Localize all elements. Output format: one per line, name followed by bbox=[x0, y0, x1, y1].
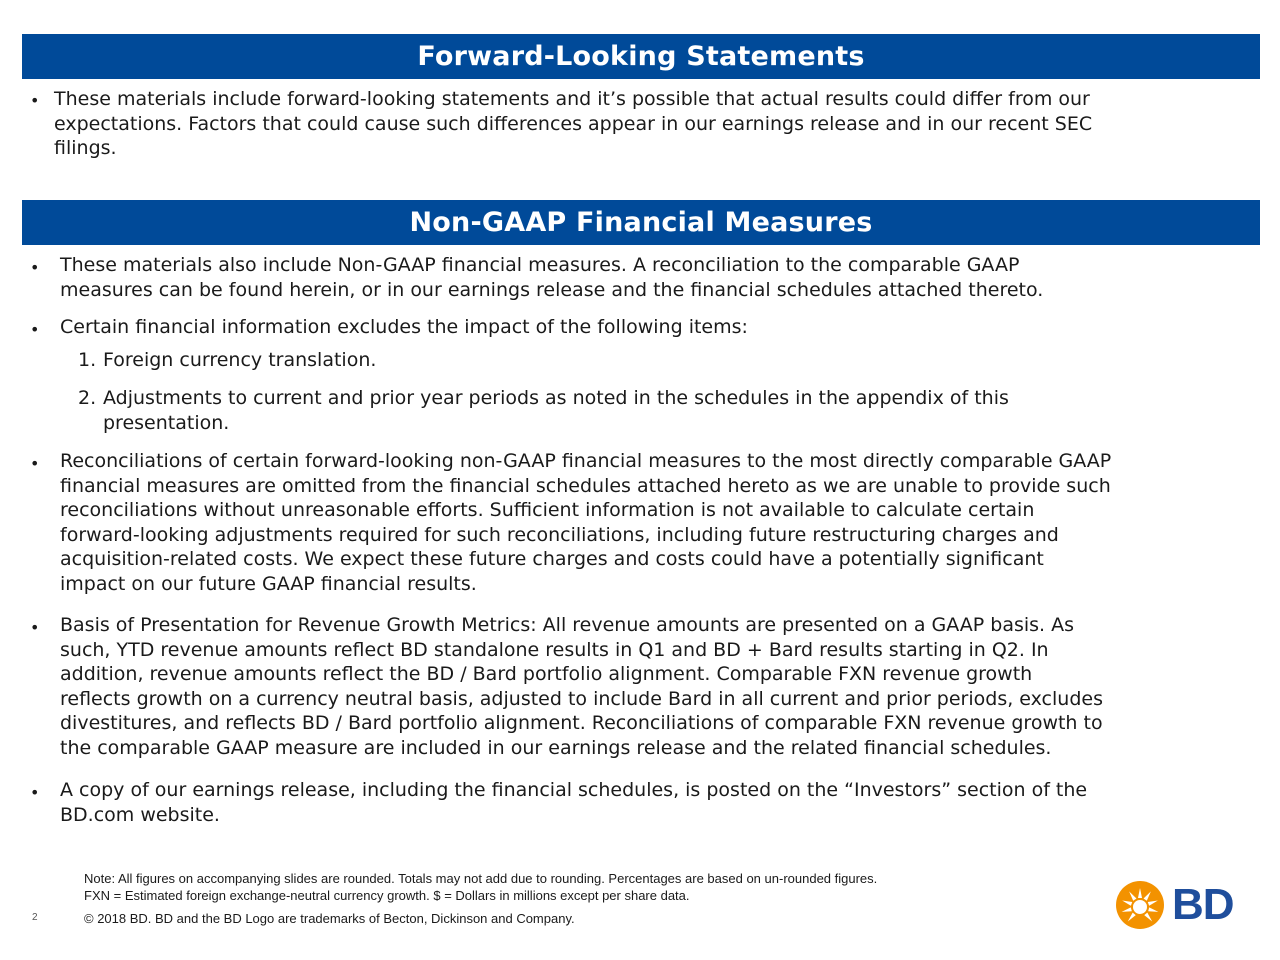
text-line: financial measures are omitted from the financial schedules attached hereto as we are unable to provide such bbox=[60, 474, 1111, 497]
bullet-dot: • bbox=[30, 258, 40, 277]
text-line: Reconciliations of certain forward-looking non-GAAP financial measures to the most directly comparable GAAP bbox=[60, 450, 1112, 472]
forward-looking-banner bbox=[22, 34, 1260, 79]
bullet-text bbox=[60, 315, 748, 340]
bullet-dot: • bbox=[30, 618, 40, 637]
text-line: Certain financial information excludes the impact of the following items: bbox=[60, 316, 748, 338]
bullet-dot: • bbox=[30, 454, 40, 473]
text-line: such, YTD revenue amounts reflect BD standalone results in Q1 and BD + Bard results starting in Q2. In bbox=[60, 638, 1049, 661]
text-line: BD.com website. bbox=[60, 803, 220, 826]
item-number: 1. bbox=[78, 349, 97, 371]
bullet-text bbox=[60, 778, 1087, 827]
text-line: forward-looking adjustments required for such reconciliations, including future restructuring charges and bbox=[60, 523, 1059, 546]
text-line: the comparable GAAP measure are included in our earnings release and the related financial schedules. bbox=[60, 736, 1052, 759]
bullet-dot: • bbox=[30, 320, 40, 339]
bullet-text bbox=[60, 253, 1043, 302]
text-line: measures can be found herein, or in our earnings release and the financial schedules attached thereto. bbox=[60, 278, 1044, 301]
item-text bbox=[103, 386, 1009, 435]
text-line: expectations. Factors that could cause such differences appear in our earnings release and in our recent SEC bbox=[54, 112, 1093, 135]
bd-sun-icon bbox=[1114, 880, 1168, 930]
text-line: reconciliations without unreasonable efforts. Sufficient information is not available to calculate certain bbox=[60, 499, 1035, 521]
bd-logo bbox=[1114, 880, 1254, 930]
bullet-text bbox=[60, 613, 1103, 760]
text-line: presentation. bbox=[103, 411, 230, 434]
text-line: A copy of our earnings release, including the financial schedules, is posted on the “Investors” section of the bbox=[60, 779, 1088, 801]
item-number: 2. bbox=[78, 387, 97, 409]
non-gaap-banner bbox=[22, 200, 1260, 245]
item-text bbox=[103, 348, 376, 373]
text-line: filings. bbox=[54, 137, 117, 159]
text-line: acquisition-related costs. We expect these future charges and costs could have a potentially significant bbox=[60, 548, 1044, 570]
bd-logo-text: BD bbox=[1172, 880, 1234, 929]
bullet-dot: • bbox=[30, 783, 40, 802]
text-line: Adjustments to current and prior year periods as noted in the schedules in the appendix of this bbox=[103, 387, 1009, 409]
text-line: divestitures, and reflects BD / Bard portfolio alignment. Reconciliations of comparable FXN revenue growth to bbox=[60, 712, 1103, 734]
footnote-rounding: Note: All figures on accompanying slides are rounded. Totals may not add due to rounding. Percentages are based on un-rounded figures. bbox=[84, 871, 878, 886]
text-line: Basis of Presentation for Revenue Growth Metrics: All revenue amounts are presented on a GAAP basis. As bbox=[60, 614, 1075, 636]
page-number: 2 bbox=[32, 912, 38, 923]
footnote-copyright: © 2018 BD. BD and the BD Logo are trademarks of Becton, Dickinson and Company. bbox=[84, 911, 575, 926]
text-line: reflects growth on a currency neutral basis, adjusted to include Bard in all current and prior periods, excludes bbox=[60, 687, 1103, 710]
text-line: Foreign currency translation. bbox=[103, 349, 377, 371]
footnote-fxn: FXN = Estimated foreign exchange-neutral currency growth. $ = Dollars in millions except per share data. bbox=[84, 888, 690, 903]
text-line: impact on our future GAAP financial results. bbox=[60, 572, 477, 595]
non-gaap-title: Non-GAAP Financial Measures bbox=[409, 207, 873, 238]
text-line: addition, revenue amounts reflect the BD / Bard portfolio alignment. Comparable FXN revenue growth bbox=[60, 663, 1033, 685]
text-line: These materials also include Non-GAAP financial measures. A reconciliation to the comparable GAAP bbox=[60, 254, 1020, 276]
forward-looking-title: Forward-Looking Statements bbox=[417, 41, 865, 72]
forward-looking-text bbox=[54, 87, 1092, 161]
text-line: These materials include forward-looking statements and it’s possible that actual results could differ from our bbox=[54, 88, 1090, 110]
bullet-dot: • bbox=[30, 91, 40, 110]
bullet-text bbox=[60, 449, 1111, 596]
